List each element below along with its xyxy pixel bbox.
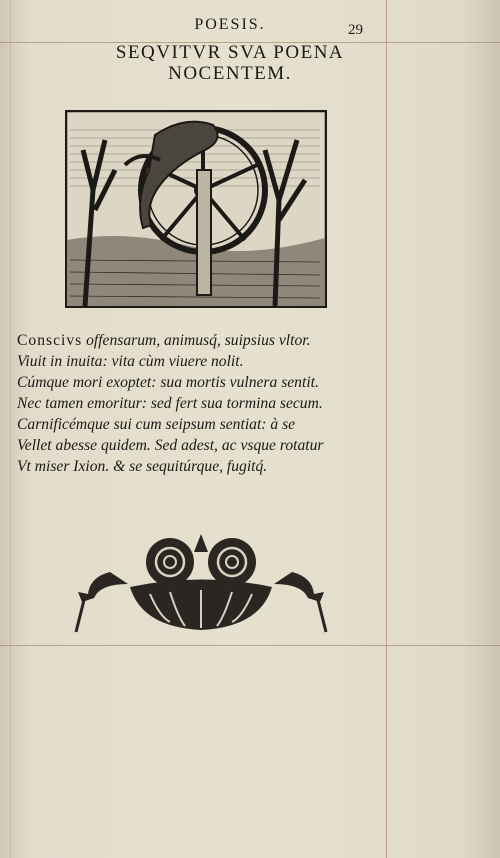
verse-line: Vellet abesse quidem. Sed adest, ac vsque rotatur bbox=[17, 437, 324, 454]
emblem-motto bbox=[40, 42, 420, 84]
emblem-verse bbox=[17, 330, 387, 477]
ruled-margin-line bbox=[10, 0, 11, 858]
verse-line: Nec tamen emoritur: sed fert sua tormina secum. bbox=[17, 395, 323, 412]
ruled-margin-line bbox=[0, 645, 500, 646]
fountain-ornament-icon bbox=[70, 532, 332, 634]
verse-line-text: offensarum, animusq́, suipsius vltor. bbox=[82, 332, 311, 349]
verse-line: Viuit in inuita: vita cùm viuere nolit. bbox=[17, 353, 244, 370]
verse-line bbox=[17, 330, 387, 351]
verse-line: Vt miser Ixion. & se sequitúrque, fugitq́. bbox=[17, 458, 268, 475]
motto-line: NOCENTEM. bbox=[168, 63, 292, 84]
motto-line: SEQVITVR SVA POENA bbox=[115, 42, 345, 63]
page-number: 29 bbox=[348, 22, 363, 38]
verse-line: Cúmque mori exoptet: sua mortis vulnera sentit. bbox=[17, 374, 319, 391]
verse-line: Carnificémque sui cum seipsum sentiat: à se bbox=[17, 416, 296, 433]
running-head: POESIS. bbox=[194, 16, 266, 33]
verse-first-word: Conscivs bbox=[17, 332, 83, 349]
woodcut-wheel-icon bbox=[65, 110, 327, 308]
